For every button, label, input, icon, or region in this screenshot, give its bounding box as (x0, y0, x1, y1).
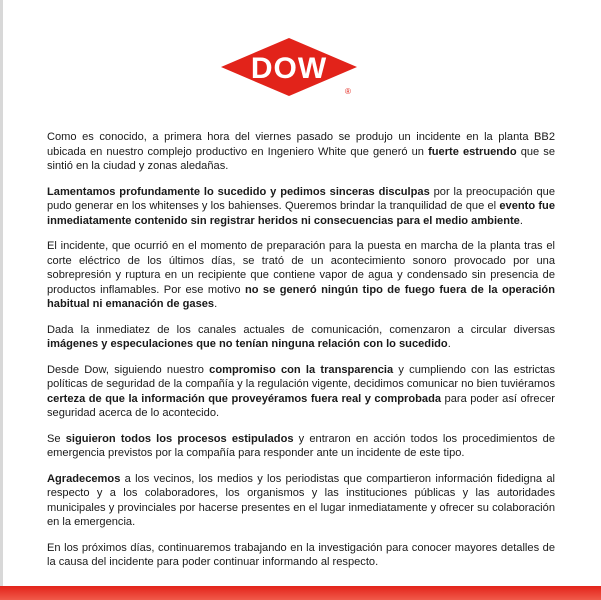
paragraph (47, 541, 555, 570)
bold-text: fuerte estruendo (428, 145, 517, 158)
text: a los vecinos, los medios y los periodistas que compartieron información fidedigna al respecto y a los colaboradores, los organismos y las instituciones públicas y las autoridades municipales y provinciales por hacerse presentes en el lugar inmediatamente y ofrecer su colaboración en la emergencia. (47, 472, 555, 528)
text: y entraron en acción todos los procedimientos de emergencia previstos por la compañía para responder ante un incidente de este tipo. (47, 432, 555, 459)
paragraph (47, 185, 555, 229)
text: Como es conocido, a primera hora del viernes pasado se produjo un incidente en la planta BB2 ubicada en nuestro complejo productivo en Ingeniero White que generó un (47, 131, 555, 158)
registered-mark: ® (345, 87, 351, 96)
bold-text: certeza de que la información que proveyéramos fuera real y comprobada (47, 392, 442, 405)
bold-text: Agradecemos (47, 472, 121, 485)
text: El incidente, que ocurrió en el momento de preparación para la puesta en marcha de la planta tras el corte eléctrico de los últimos días, se trató de un acontecimiento sonoro provocado por una sobrepresión y ruptura en un recipiente que contiene vapor de agua y condensado sin presencia de productos inflamables. Por ese motivo (47, 240, 555, 296)
paragraph (47, 323, 555, 352)
page-edge (0, 0, 3, 600)
dow-wordmark: DOW (250, 52, 328, 85)
footer-color-bar (0, 586, 601, 600)
text: para poder así ofrecer seguridad acerca de lo acontecido. (47, 392, 555, 419)
bold-text: compromiso con la transparencia (209, 363, 394, 376)
text: . (447, 338, 451, 350)
bold-text: siguieron todos los procesos estipulados (65, 432, 294, 445)
bold-text: imágenes y especulaciones que no tenían ninguna relación con lo sucedido (47, 338, 448, 350)
paragraph (47, 239, 555, 312)
text: . (519, 214, 523, 227)
text: Desde Dow, siguiendo nuestro (47, 363, 210, 376)
bold-text: Lamentamos profundamente lo sucedido y pedimos sinceras disculpas (47, 185, 430, 198)
text: Dada la inmediatez de los canales actuales de comunicación, comenzaron a circular diversas (47, 323, 555, 336)
paragraph (47, 432, 555, 461)
dow-logo (221, 38, 357, 98)
paragraph (47, 130, 555, 174)
statement-body (47, 130, 555, 581)
paragraph (47, 363, 555, 421)
text: En los próximos días, continuaremos trabajando en la investigación para conocer mayores detalles de la causa del incidente para poder continuar informando al respecto. (47, 541, 555, 568)
bold-text: evento fue inmediatamente contenido sin registrar heridos ni consecuencias para el medio ambiente (47, 200, 555, 227)
text: por la preocupación que pudo generar en los whitenses y los bahienses. Queremos brindar la tranquilidad de que el (47, 185, 555, 212)
text: y cumpliendo con las estrictas políticas de seguridad de la compañía y la regulación vigente, decidimos comunicar no bien tuviéramos (47, 363, 555, 390)
text: . (214, 298, 218, 310)
text: que se sintió en la ciudad y zonas aledañas. (47, 145, 556, 172)
bold-text: no se generó ningún tipo de fuego fuera de la operación habitual ni emanación de gases (47, 283, 555, 310)
paragraph (47, 472, 555, 530)
text: Se (47, 432, 66, 445)
